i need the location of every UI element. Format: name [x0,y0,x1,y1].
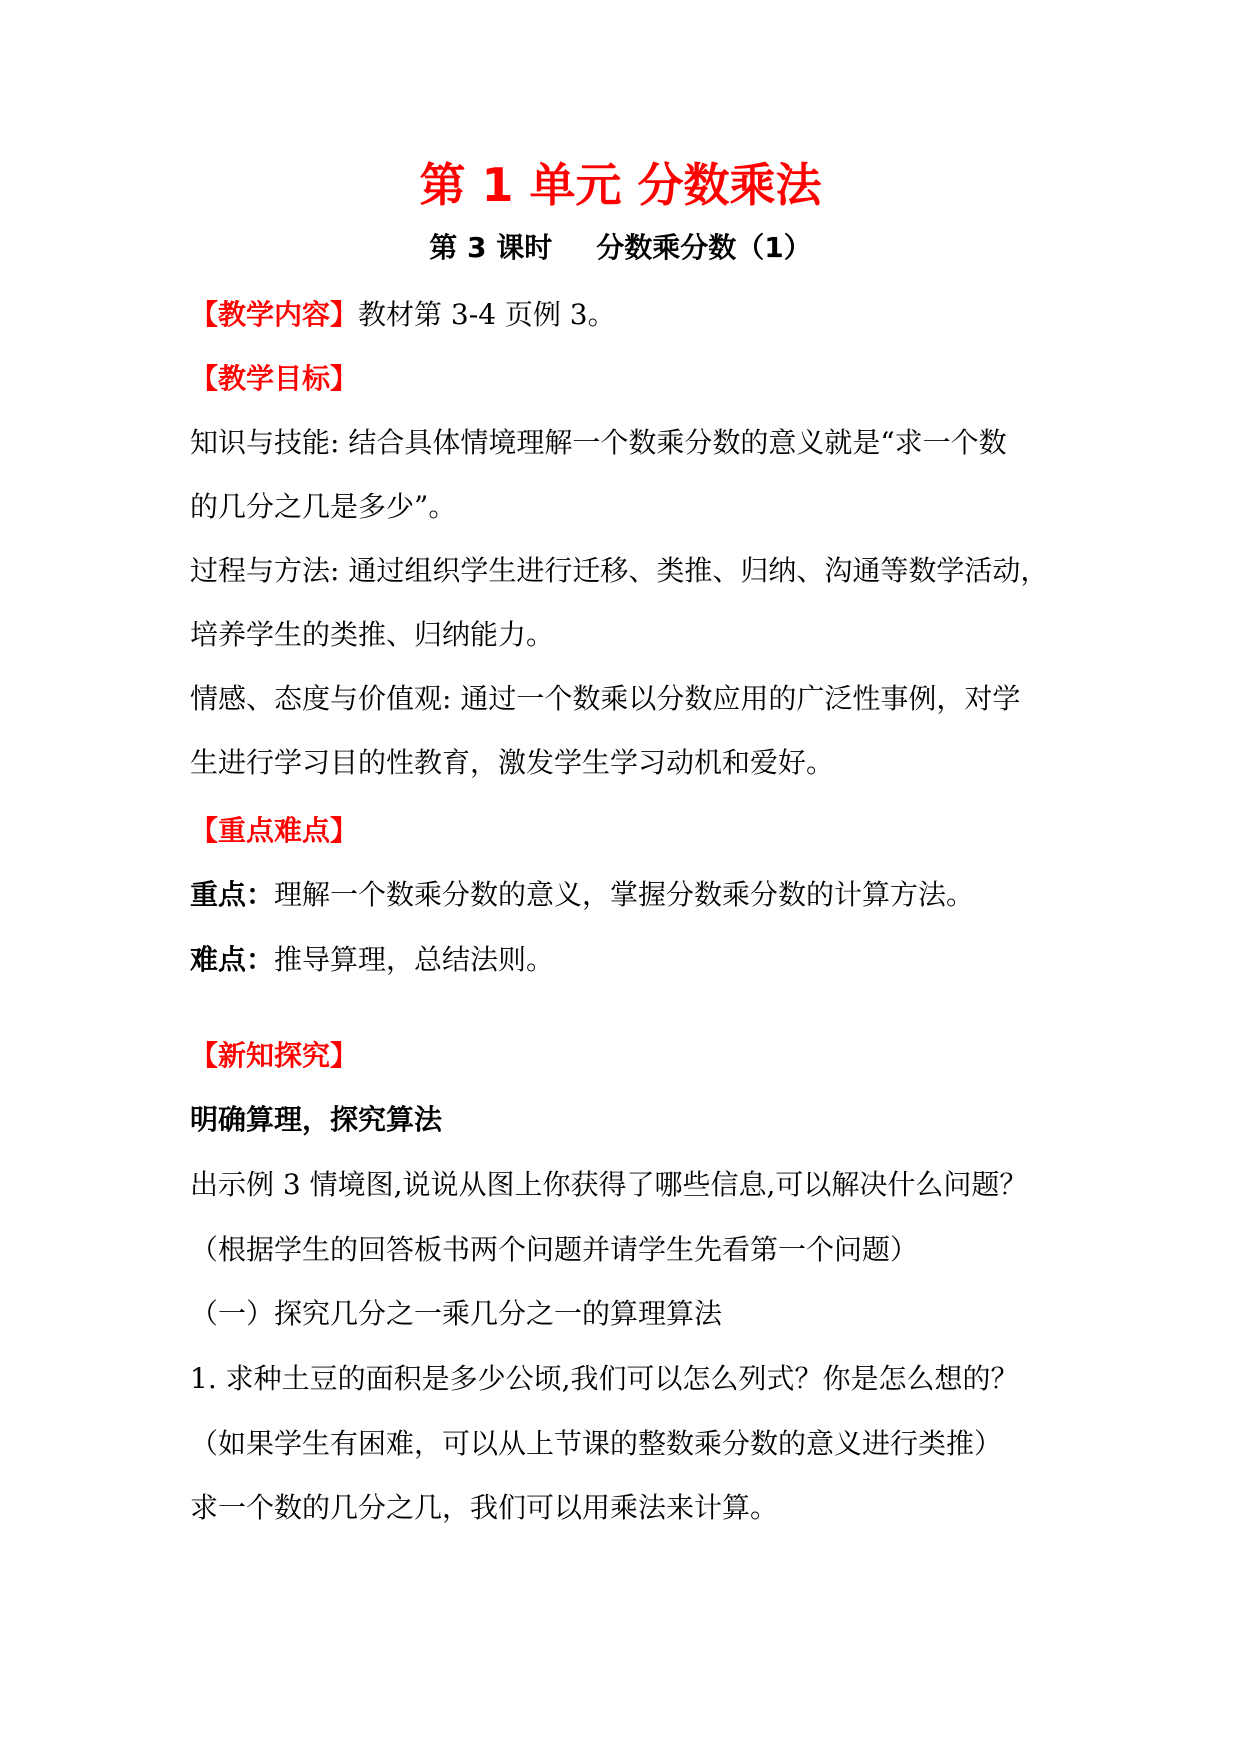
objective-line: 生进行学习目的性教育，激发学生学习动机和爱好。 [190,746,835,779]
exploration-line: 出示例 3 情境图,说说从图上你获得了哪些信息,可以解决什么问题？ [190,1168,1028,1201]
exploration-heading: 【新知探究】 [190,1039,359,1072]
difficulty-text: 推导算理，总结法则。 [274,943,555,976]
exploration-line: 求一个数的几分之几，我们可以用乘法来计算。 [190,1491,779,1524]
exploration-line: （如果学生有困难，可以从上节课的整数乘分数的意义进行类推） [190,1427,1003,1460]
difficulty-label: 难点： [190,943,275,976]
teaching-objectives-heading: 【教学目标】 [190,362,359,395]
exploration-line: 1. 求种土豆的面积是多少公顷,我们可以怎么列式？你是怎么想的？ [190,1362,1019,1395]
document-title: 第 1 单元 分数乘法 [419,158,822,212]
document-subtitle [0,228,1241,268]
focus-line [190,875,1070,915]
lesson-topic: 分数乘分数（1） [596,231,812,264]
objective-line: 知识与技能: 结合具体情境理解一个数乘分数的意义就是“求一个数 [190,426,1007,459]
teaching-content-text: 教材第 3-4 页例 3。 [358,298,616,331]
objective-line: 过程与方法: 通过组织学生进行迁移、类推、归纳、沟通等数学活动， [190,554,1049,587]
teaching-content [190,295,1070,335]
lesson-number: 第 3 课时 [429,231,553,264]
focus-text: 理解一个数乘分数的意义，掌握分数乘分数的计算方法。 [274,878,975,911]
objective-line: 情感、态度与价值观: 通过一个数乘以分数应用的广泛性事例，对学 [190,682,1021,715]
exploration-subheading: 明确算理，探究算法 [190,1103,443,1136]
objective-line: 的几分之几是多少”。 [190,490,457,523]
exploration-line: （一）探究几分之一乘几分之一的算理算法 [190,1297,723,1330]
key-points-heading: 【重点难点】 [190,814,359,847]
difficulty-line [190,940,1070,980]
objective-line: 培养学生的类推、归纳能力。 [190,618,555,651]
teaching-content-heading: 【教学内容】 [190,298,359,331]
focus-label: 重点： [190,878,275,911]
exploration-line: （根据学生的回答板书两个问题并请学生先看第一个问题） [190,1233,919,1266]
